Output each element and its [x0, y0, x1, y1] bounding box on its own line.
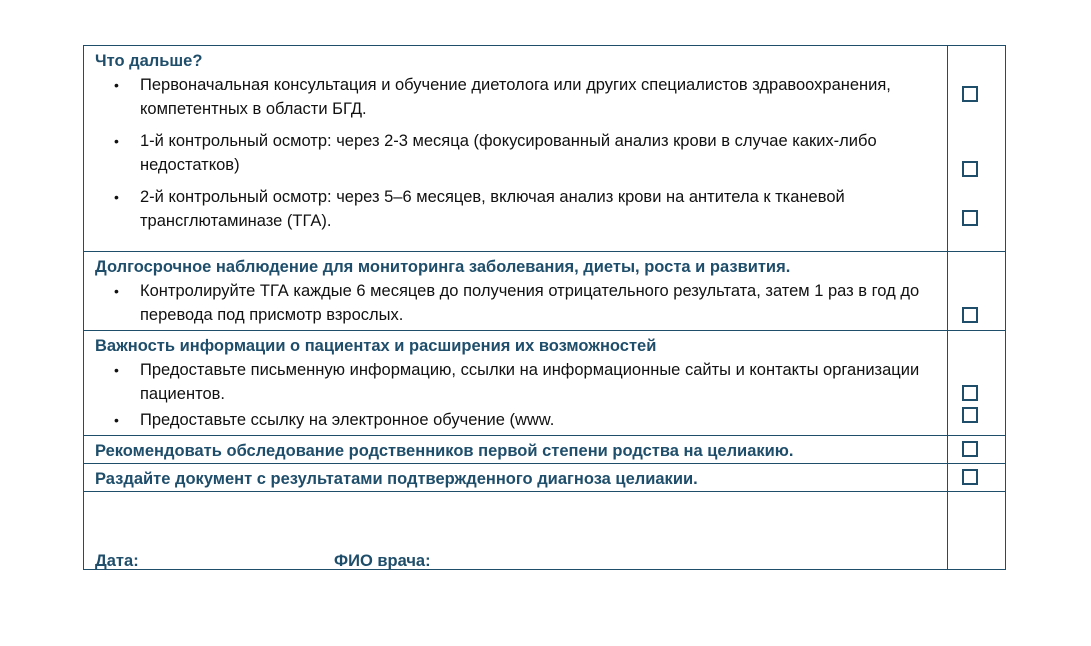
list-item — [95, 408, 937, 432]
list-item-text: Предоставьте письменную информацию, ссылки на информационные сайты и контакты организации пациентов. — [140, 361, 920, 403]
checkbox-cell — [948, 252, 1006, 331]
checkbox[interactable] — [962, 210, 978, 226]
bullet-icon: • — [114, 133, 119, 149]
bullet-icon: • — [114, 362, 119, 378]
checkbox[interactable] — [962, 385, 978, 401]
section-heading: Рекомендовать обследование родственников первой степени родства на целиакию. — [95, 442, 794, 460]
section-content — [84, 464, 948, 492]
section-list — [95, 358, 937, 432]
checkbox[interactable] — [962, 307, 978, 323]
checklist-table — [83, 45, 1006, 570]
date-label: Дата: — [95, 552, 139, 570]
doctor-name-label: ФИО врача: — [334, 552, 431, 570]
empty-cell — [948, 492, 1006, 570]
checkbox-cell — [948, 331, 1006, 436]
section-content — [84, 46, 948, 252]
signature-cell — [84, 492, 948, 570]
checkbox[interactable] — [962, 86, 978, 102]
list-item — [95, 358, 937, 406]
list-item — [95, 73, 937, 121]
bullet-icon: • — [114, 412, 119, 428]
checkbox[interactable] — [962, 441, 978, 457]
list-item — [95, 129, 937, 177]
list-item-text: Предоставьте ссылку на электронное обучение (www. — [140, 411, 555, 429]
section-row-relatives — [84, 436, 1006, 464]
list-item-text: Контролируйте ТГА каждые 6 месяцев до получения отрицательного результата, затем 1 раз в год до перевода под присмотр взрослых. — [140, 282, 920, 324]
checkbox[interactable] — [962, 469, 978, 485]
list-item — [95, 279, 937, 327]
signature-row — [84, 492, 1006, 570]
list-item-text: Первоначальная консультация и обучение диетолога или других специалистов здравоохранения, компетентных в области БГД. — [140, 76, 891, 118]
checkbox[interactable] — [962, 407, 978, 423]
checkbox-cell — [948, 436, 1006, 464]
section-heading: Долгосрочное наблюдение для мониторинга заболевания, диеты, роста и развития. — [95, 258, 791, 276]
section-heading: Что дальше? — [95, 52, 203, 70]
section-heading: Важность информации о пациентах и расширения их возможностей — [95, 337, 657, 355]
section-row-next-steps — [84, 46, 1006, 252]
bullet-icon: • — [114, 77, 119, 93]
section-list — [95, 73, 937, 233]
section-row-patient-info — [84, 331, 1006, 436]
list-item-text: 1-й контрольный осмотр: через 2-3 месяца (фокусированный анализ крови в случае каких-либо недостатков) — [140, 132, 877, 174]
bullet-icon: • — [114, 189, 119, 205]
section-content — [84, 252, 948, 331]
section-content — [84, 331, 948, 436]
list-item-text: 2-й контрольный осмотр: через 5–6 месяцев, включая анализ крови на антитела к тканевой трансглютаминазе (ТГА). — [140, 188, 845, 230]
checkbox[interactable] — [962, 161, 978, 177]
checkbox-cell — [948, 46, 1006, 252]
list-item — [95, 185, 937, 233]
section-row-long-term — [84, 252, 1006, 331]
section-heading: Раздайте документ с результатами подтвержденного диагноза целиакии. — [95, 470, 698, 488]
checkbox-cell — [948, 464, 1006, 492]
section-list — [95, 279, 937, 327]
bullet-icon: • — [114, 283, 119, 299]
section-row-document — [84, 464, 1006, 492]
section-content — [84, 436, 948, 464]
